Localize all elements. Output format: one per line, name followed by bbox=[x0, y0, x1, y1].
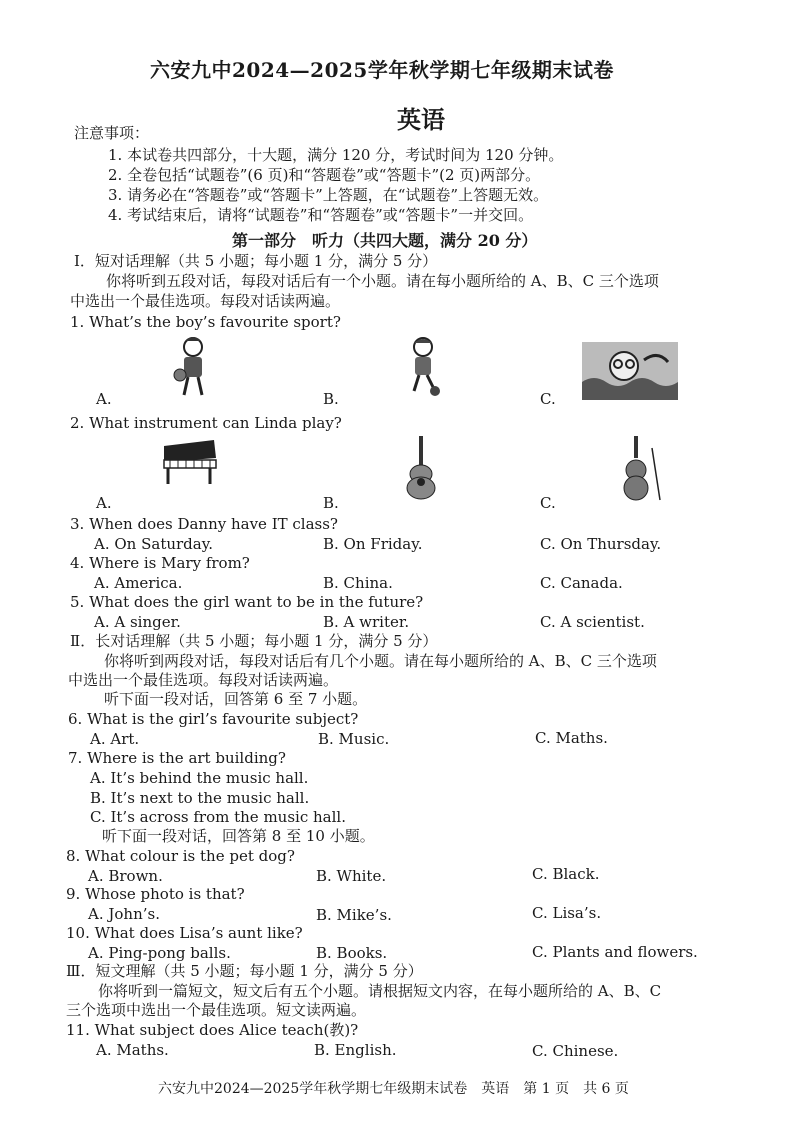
question-text: 7. Where is the art building? bbox=[68, 749, 286, 767]
question-text: 2. What instrument can Linda play? bbox=[70, 414, 342, 432]
option-a: A. Brown. bbox=[88, 867, 163, 885]
note-item: 4. 考试结束后，请将“试题卷”和“答题卷”或“答题卡”一并交回。 bbox=[108, 206, 534, 224]
question-text: 3. When does Danny have IT class? bbox=[70, 515, 338, 533]
option-c: C. A scientist. bbox=[540, 613, 645, 631]
section-instruction: 三个选项中选出一个最佳选项。短文读两遍。 bbox=[66, 1001, 367, 1019]
option-c: C. It’s across from the music hall. bbox=[90, 808, 346, 826]
question-text: 5. What does the girl want to be in the future? bbox=[70, 593, 424, 611]
sub-instruction: 听下面一段对话，回答第 8 至 10 小题。 bbox=[102, 827, 375, 845]
option-a: A. Maths. bbox=[96, 1041, 169, 1059]
boy-basketball-picture bbox=[172, 335, 214, 405]
option-b: B. bbox=[323, 390, 339, 408]
section-instruction: 你将听到两段对话，每段对话后有几个小题。请在每小题所给的 A、B、C 三个选项 bbox=[104, 652, 657, 670]
question-text: 8. What colour is the pet dog? bbox=[66, 847, 295, 865]
page-footer: 六安九中2024—2025学年秋学期七年级期末试卷 英语 第 1 页 共 6 页 bbox=[158, 1081, 629, 1097]
violin-picture bbox=[616, 434, 662, 508]
option-c: C. Chinese. bbox=[532, 1042, 619, 1060]
section-instruction: 中选出一个最佳选项。每段对话读两遍。 bbox=[68, 671, 339, 689]
option-b: B. China. bbox=[323, 574, 393, 592]
option-a: A. America. bbox=[94, 574, 183, 592]
option-b: B. White. bbox=[316, 867, 387, 885]
option-c: C. Plants and flowers. bbox=[532, 943, 698, 961]
option-c: C. bbox=[540, 494, 556, 512]
option-a: A. A singer. bbox=[94, 613, 181, 631]
sub-instruction: 听下面一段对话，回答第 6 至 7 小题。 bbox=[104, 690, 368, 708]
option-a: A. Art. bbox=[90, 730, 140, 748]
option-c: C. bbox=[540, 390, 556, 408]
note-item: 2. 全卷包括“试题卷”(6 页)和“答题卷”或“答题卡”(2 页)两部分。 bbox=[108, 166, 541, 184]
option-c: C. On Thursday. bbox=[540, 535, 662, 553]
part-heading: 第一部分 听力（共四大题，满分 20 分） bbox=[232, 231, 538, 250]
section-instruction: 你将听到五段对话，每段对话后有一个小题。请在每小题所给的 A、B、C 三个选项 bbox=[106, 272, 659, 290]
boy-swimming-picture bbox=[582, 342, 678, 404]
option-b: B. Music. bbox=[318, 730, 390, 748]
option-b: B. bbox=[323, 494, 339, 512]
subject-title: 英语 bbox=[397, 105, 445, 134]
option-c: C. Lisa’s. bbox=[532, 904, 602, 922]
option-a: A. John’s. bbox=[88, 905, 160, 923]
option-a: A. It’s behind the music hall. bbox=[90, 769, 309, 787]
question-text: 1. What’s the boy’s favourite sport? bbox=[70, 313, 341, 331]
guitar-picture bbox=[404, 434, 438, 504]
exam-title: 六安九中2024—2025学年秋学期七年级期末试卷 bbox=[150, 58, 614, 82]
option-b: B. English. bbox=[314, 1041, 397, 1059]
piano-picture bbox=[160, 438, 218, 490]
note-item: 3. 请务必在“答题卷”或“答题卡”上答题，在“试题卷”上答题无效。 bbox=[108, 186, 549, 204]
question-text: 11. What subject does Alice teach(教)? bbox=[66, 1021, 359, 1039]
option-c: C. Black. bbox=[532, 865, 600, 883]
boy-football-picture bbox=[402, 335, 444, 401]
note-item: 1. 本试卷共四部分，十大题，满分 120 分，考试时间为 120 分钟。 bbox=[108, 146, 564, 164]
option-b: B. Books. bbox=[316, 944, 388, 962]
question-text: 4. Where is Mary from? bbox=[70, 554, 250, 572]
section-instruction: 中选出一个最佳选项。每段对话读两遍。 bbox=[70, 292, 341, 310]
option-b: B. It’s next to the music hall. bbox=[90, 789, 310, 807]
option-a: A. Ping-pong balls. bbox=[88, 944, 231, 962]
notes-heading: 注意事项： bbox=[74, 124, 150, 142]
option-a: A. On Saturday. bbox=[94, 535, 213, 553]
option-c: C. Maths. bbox=[535, 729, 608, 747]
option-c: C. Canada. bbox=[540, 574, 623, 592]
option-b: B. On Friday. bbox=[323, 535, 423, 553]
option-b: B. A writer. bbox=[323, 613, 410, 631]
question-text: 6. What is the girl’s favourite subject? bbox=[68, 710, 359, 728]
option-a: A. bbox=[96, 390, 112, 408]
question-text: 10. What does Lisa’s aunt like? bbox=[66, 924, 303, 942]
option-a: A. bbox=[96, 494, 112, 512]
section-heading: Ⅰ．短对话理解（共 5 小题；每小题 1 分，满分 5 分） bbox=[74, 252, 438, 270]
section-heading: Ⅱ．长对话理解（共 5 小题；每小题 1 分，满分 5 分） bbox=[70, 632, 438, 650]
question-text: 9. Whose photo is that? bbox=[66, 885, 245, 903]
section-heading: Ⅲ．短文理解（共 5 小题；每小题 1 分，满分 5 分） bbox=[66, 962, 423, 980]
option-b: B. Mike’s. bbox=[316, 906, 392, 924]
section-instruction: 你将听到一篇短文，短文后有五个小题。请根据短文内容，在每小题所给的 A、B、C bbox=[98, 982, 662, 1000]
